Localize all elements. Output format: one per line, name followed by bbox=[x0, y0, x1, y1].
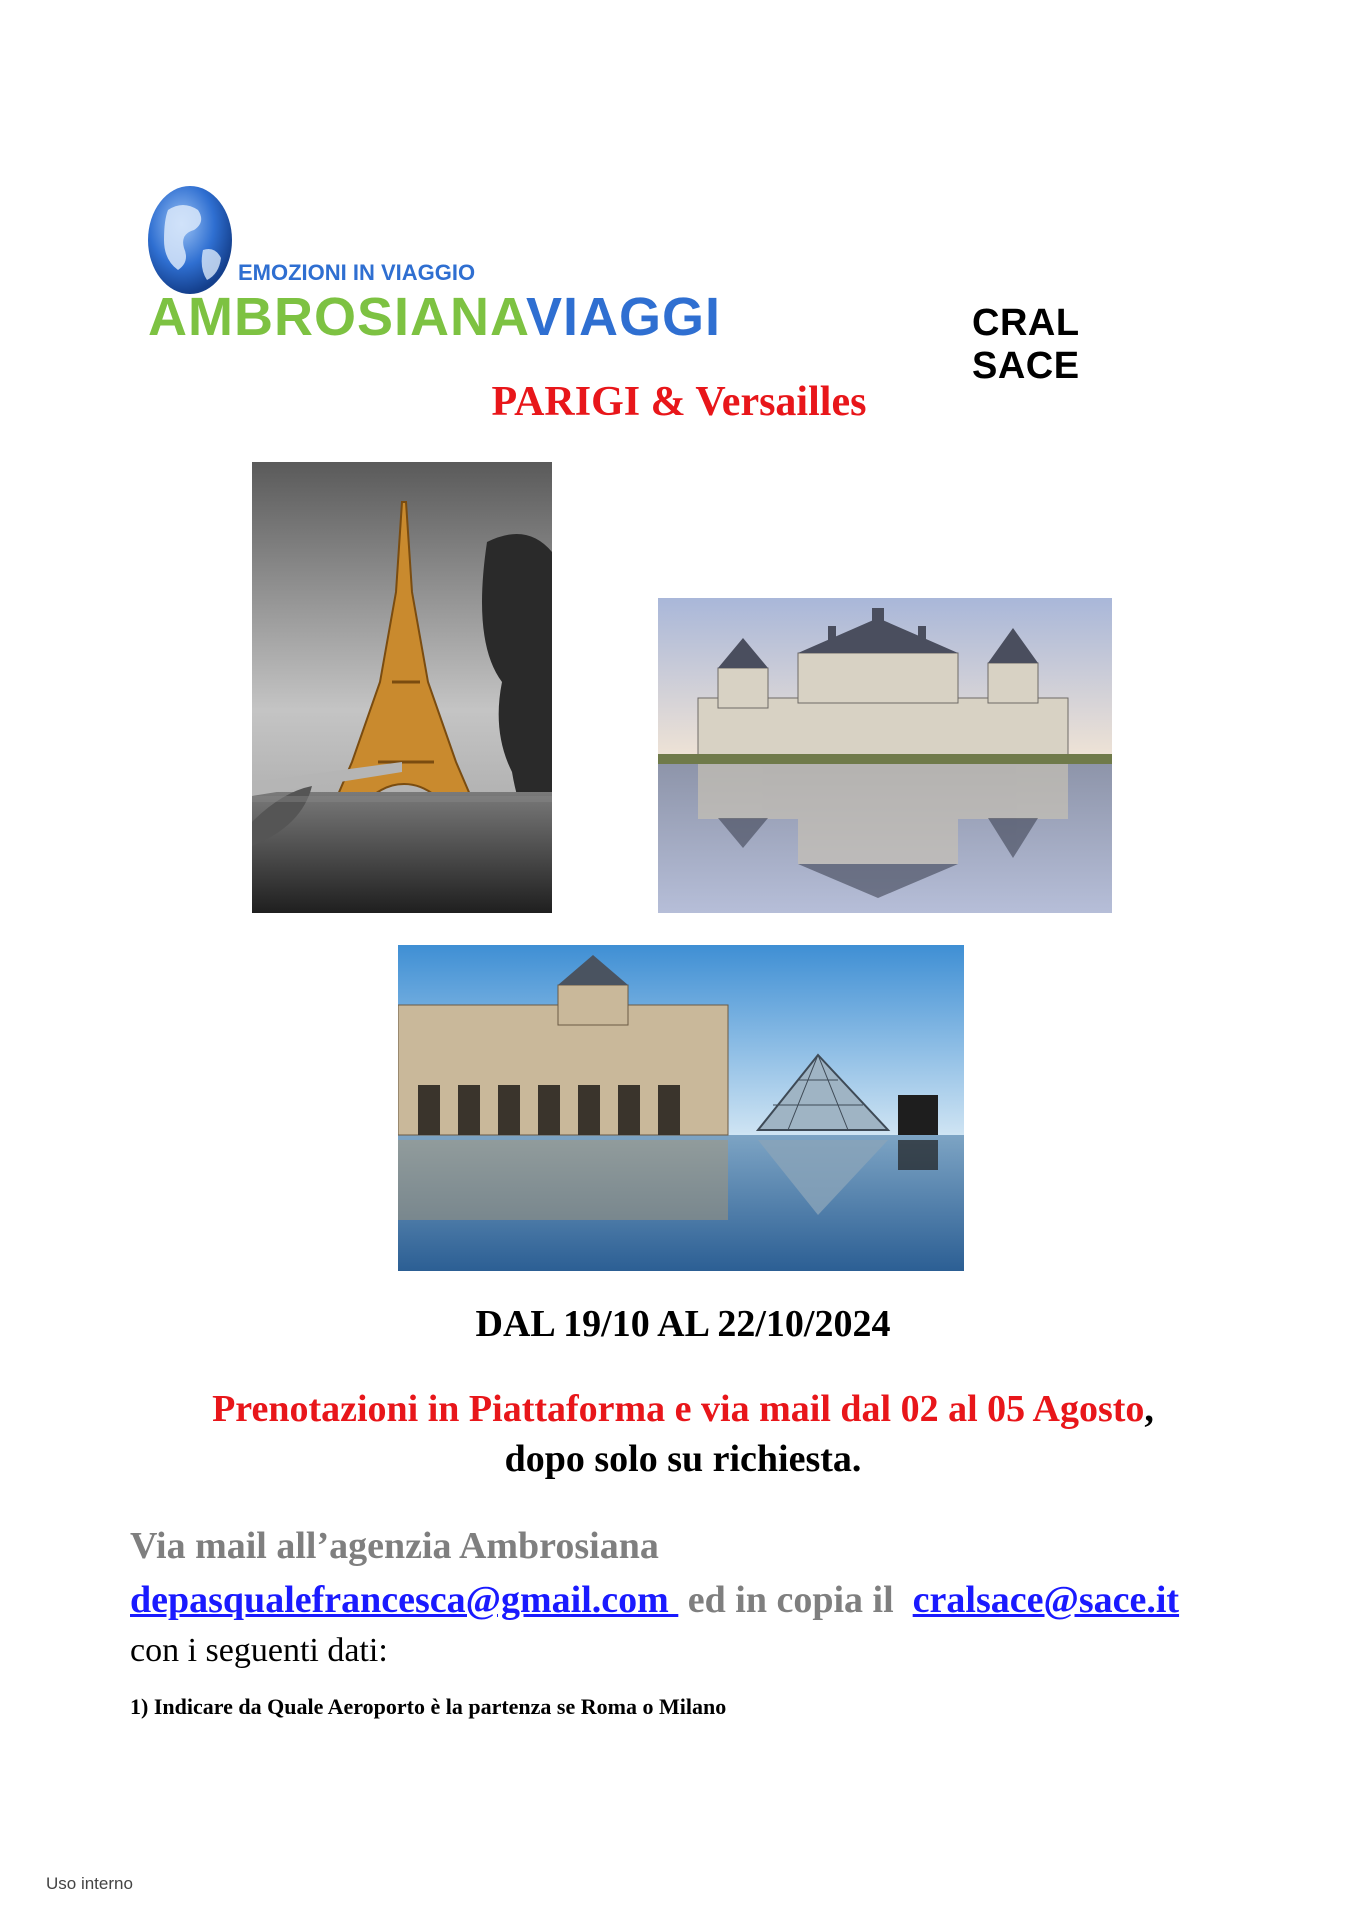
booking-notice bbox=[0, 1384, 1358, 1484]
organizer-label: CRAL SACE bbox=[972, 302, 1080, 387]
cral-email-link[interactable]: cralsace@sace.it bbox=[912, 1579, 1180, 1621]
agency-email-link[interactable]: depasqualefrancesca@gmail.com bbox=[130, 1579, 679, 1621]
page-title: PARIGI & Versailles bbox=[491, 379, 867, 425]
contact-intro: Via mail all’agenzia Ambrosiana bbox=[130, 1525, 659, 1567]
booking-line2: dopo solo su richiesta. bbox=[504, 1438, 862, 1480]
logo-brand-part2: VIAGGI bbox=[525, 287, 722, 347]
logo-tagline: EMOZIONI IN VIAGGIO bbox=[238, 260, 476, 285]
logo-brand-part1: AMBROSIANA bbox=[148, 287, 526, 347]
logo-wordmark bbox=[148, 286, 721, 348]
footer-label: Uso interno bbox=[46, 1874, 133, 1893]
booking-period: Prenotazioni in Piattaforma e via mail dal 02 al 05 Agosto bbox=[212, 1388, 1145, 1430]
louvre-pyramid-photo bbox=[398, 945, 964, 1271]
chateau-photo bbox=[658, 598, 1112, 913]
eiffel-tower-photo bbox=[252, 462, 552, 913]
trip-dates: DAL 19/10 AL 22/10/2024 bbox=[475, 1303, 891, 1345]
contact-emails bbox=[130, 1578, 1179, 1622]
company-logo bbox=[148, 180, 758, 347]
booking-line1 bbox=[0, 1384, 1358, 1434]
copy-text: ed in copia il bbox=[678, 1579, 913, 1621]
list-item: 1) Indicare da Quale Aeroporto è la partenza se Roma o Milano bbox=[130, 1694, 727, 1719]
booking-comma: , bbox=[1144, 1388, 1154, 1430]
data-intro: con i seguenti dati: bbox=[130, 1632, 388, 1669]
